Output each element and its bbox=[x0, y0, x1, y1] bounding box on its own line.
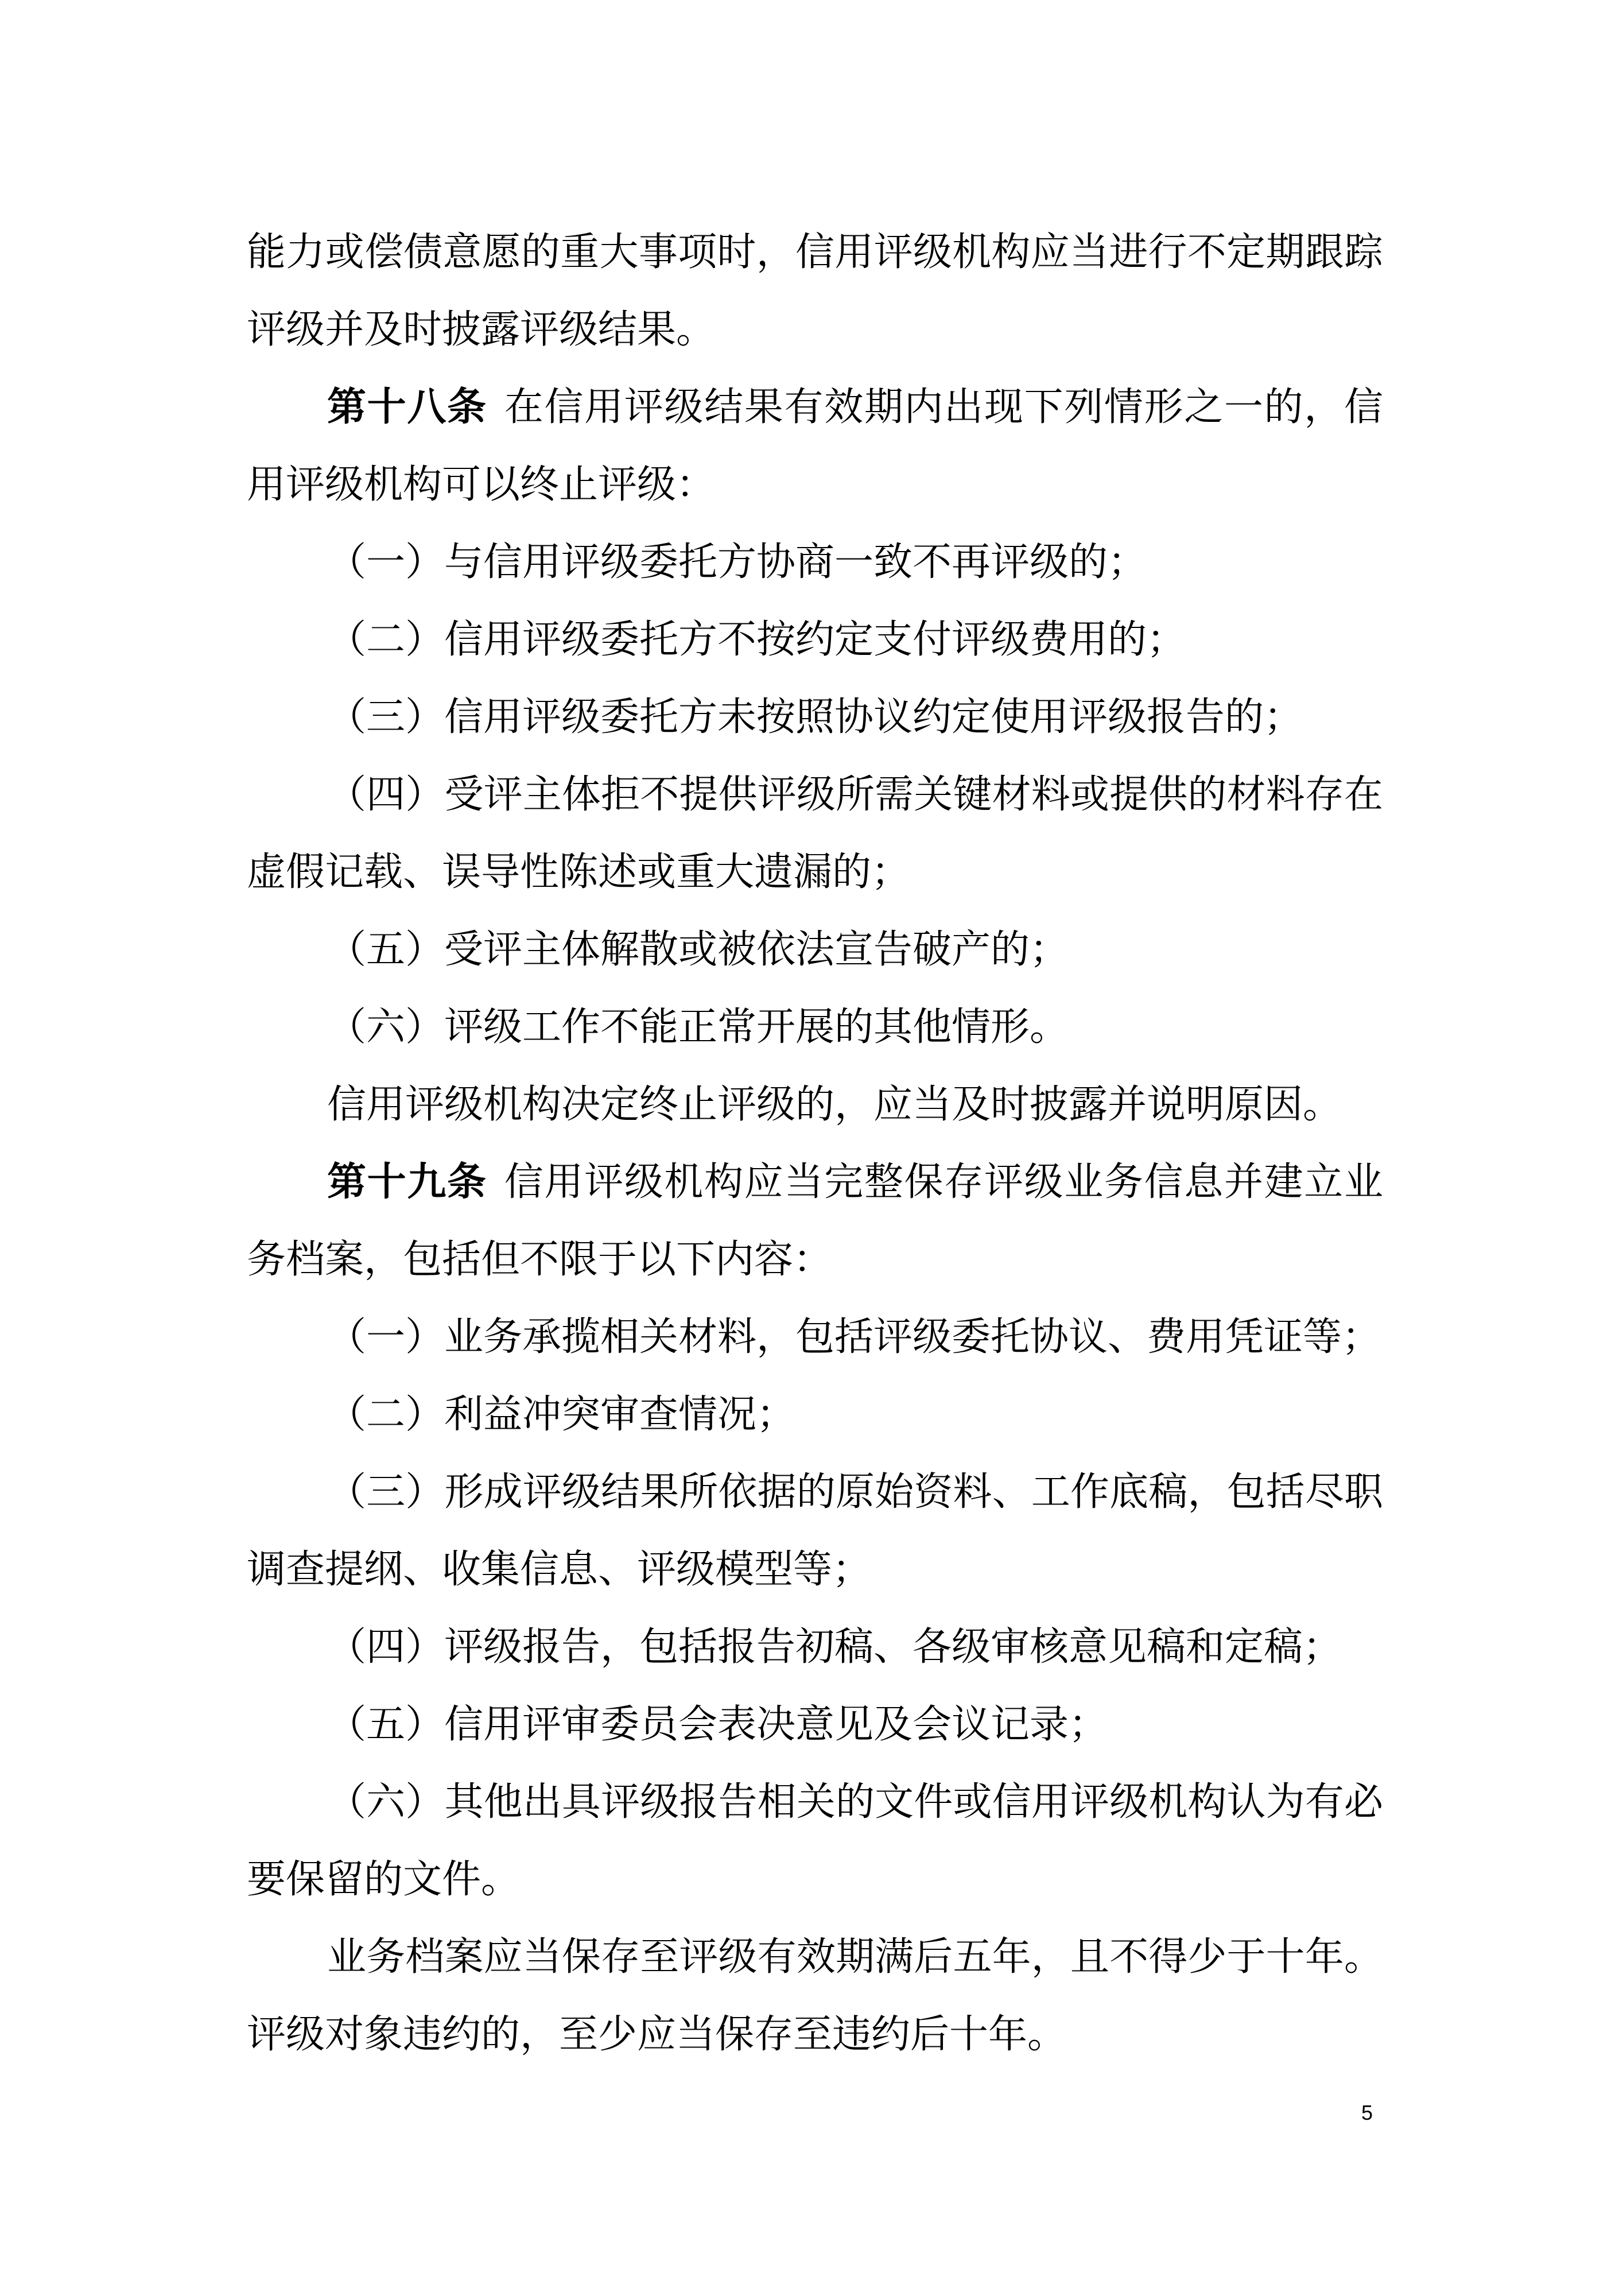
list-item: （四）评级报告，包括报告初稿、各级审核意见稿和定稿； bbox=[327, 1624, 1342, 1670]
article-19 bbox=[247, 1143, 1383, 1298]
paragraph-continuation: 能力或偿债意愿的重大事项时，信用评级机构应当进行不定期跟踪评级并及时披露评级结果。 bbox=[247, 230, 1383, 352]
list-item: （二）信用评级委托方不按约定支付评级费用的； bbox=[327, 617, 1186, 662]
list-item: （一）与信用评级委托方协商一致不再评级的； bbox=[327, 540, 1147, 585]
list-item: （六）其他出具评级报告相关的文件或信用评级机构认为有必要保留的文件。 bbox=[247, 1779, 1383, 1902]
list-item: （五）信用评审委员会表决意见及会议记录； bbox=[327, 1702, 1108, 1747]
article-18 bbox=[247, 369, 1383, 523]
body-paragraph: 业务档案应当保存至评级有效期满后五年，且不得少于十年。评级对象违约的，至少应当保存至违约后十年。 bbox=[247, 1934, 1383, 2057]
article-text: 信用评级机构应当完整保存评级业务信息并建立业务档案，包括但不限于以下内容： bbox=[247, 1159, 1383, 1282]
list-item: （一）业务承揽相关材料，包括评级委托协议、费用凭证等； bbox=[327, 1314, 1381, 1360]
page-number: 5 bbox=[1361, 2101, 1373, 2124]
article-number: 第十八条 bbox=[327, 385, 487, 430]
list-item: （六）评级工作不能正常开展的其他情形。 bbox=[327, 1004, 1069, 1050]
list-item: （四）受评主体拒不提供评级所需关键材料或提供的材料存在虚假记载、误导性陈述或重大遗漏的； bbox=[247, 772, 1383, 895]
document-body bbox=[247, 214, 1383, 2073]
list-item: （三）形成评级结果所依据的原始资料、工作底稿，包括尽职调查提纲、收集信息、评级模型等； bbox=[247, 1469, 1383, 1592]
article-number: 第十九条 bbox=[327, 1159, 487, 1205]
article-text: 在信用评级结果有效期内出现下列情形之一的，信用评级机构可以终止评级： bbox=[247, 385, 1383, 507]
list-item: （三）信用评级委托方未按照协议约定使用评级报告的； bbox=[327, 695, 1303, 740]
list-item: （二）利益冲突审查情况； bbox=[327, 1392, 796, 1437]
list-item: （五）受评主体解散或被依法宣告破产的； bbox=[327, 927, 1069, 972]
body-paragraph: 信用评级机构决定终止评级的，应当及时披露并说明原因。 bbox=[327, 1082, 1342, 1127]
